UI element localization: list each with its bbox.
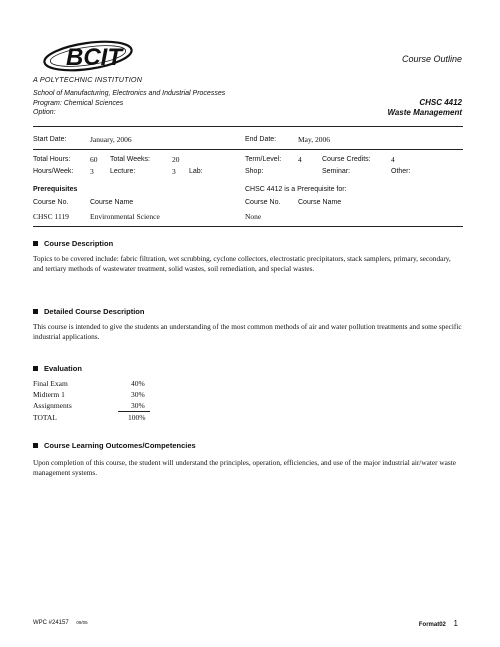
eval-total-label: TOTAL <box>33 413 57 422</box>
evaluation-heading: Evaluation <box>33 364 82 373</box>
school-name: School of Manufacturing, Electronics and Industrial Processes <box>33 90 226 97</box>
logo-swoosh-icon <box>40 36 136 78</box>
credits-label: Course Credits: <box>322 156 371 163</box>
section-bullet-icon <box>33 443 38 448</box>
dates-divider <box>33 149 463 150</box>
eval-total-rule <box>118 411 150 412</box>
school-program-block <box>33 89 225 118</box>
hours-week-value: 3 <box>90 167 94 176</box>
footer-page: Format02 1 <box>418 619 458 628</box>
seminar-label: Seminar: <box>322 168 351 175</box>
prereq-divider <box>33 226 463 227</box>
total-hours-value: 60 <box>90 155 98 164</box>
eval-total-value: 100% <box>128 413 146 422</box>
bcit-logo <box>40 36 136 78</box>
eval-value-midterm: 30% <box>131 390 145 399</box>
total-weeks-label: Total Weeks: <box>110 156 150 163</box>
start-date-value: January, 2006 <box>90 135 132 144</box>
total-hours-label: Total Hours: <box>33 156 71 163</box>
prereq-col-name: Course Name <box>90 199 134 206</box>
course-title: Waste Management <box>387 108 462 117</box>
is-prereq-col-no: Course No. <box>245 199 281 206</box>
hours-week-label: Hours/Week: <box>33 168 74 175</box>
detailed-description-text: This course is intended to give the students an understanding of the most common methods of air and water pollution treatments and some specific industrial applications. <box>33 322 462 341</box>
eval-label-midterm: Midterm 1 <box>33 390 65 399</box>
term-value: 4 <box>298 155 302 164</box>
course-id-block <box>387 98 462 118</box>
credits-value: 4 <box>391 155 395 164</box>
course-description-text: Topics to be covered include: fabric filtration, wet scrubbing, cyclone collectors, electrostatic precipitators, stack samplers, primary, secondary, and tertiary methods of wastewater treatment, solid wastes, soil remediation, and special wastes. <box>33 254 451 273</box>
outcomes-heading: Course Learning Outcomes/Competencies <box>33 441 196 450</box>
is-prereq-value: None <box>245 212 262 221</box>
detailed-description-heading: Detailed Course Description <box>33 307 144 316</box>
start-date-label: Start Date: <box>33 136 67 143</box>
end-date-value: May, 2006 <box>298 135 331 144</box>
course-description-heading: Course Description <box>33 239 113 248</box>
section-bullet-icon <box>33 366 38 371</box>
prereq-heading: Prerequisites <box>33 186 78 193</box>
shop-label: Shop: <box>245 168 264 175</box>
eval-label-final: Final Exam <box>33 379 68 388</box>
eval-value-final: 40% <box>131 379 145 388</box>
is-prereq-col-name: Course Name <box>298 199 342 206</box>
section-bullet-icon <box>33 241 38 246</box>
course-code: CHSC 4412 <box>419 98 462 107</box>
section-bullet-icon <box>33 309 38 314</box>
institution-tagline: A POLYTECHNIC INSTITUTION <box>33 75 143 84</box>
doc-type-label: Course Outline <box>401 54 462 64</box>
other-label: Other: <box>391 168 411 175</box>
svg-text:BCIT: BCIT <box>66 44 122 71</box>
outcomes-text: Upon completion of this course, the student will understand the principles, operation, efficiencies, and use of the major industrial air/water waste management systems. <box>33 458 456 477</box>
prereq-col-no: Course No. <box>33 199 69 206</box>
header-divider <box>33 126 463 127</box>
footer-doc-id: WPC #24157 09/05 <box>33 620 88 626</box>
prereq-course-name: Environmental Science <box>90 212 160 221</box>
eval-value-assignments: 30% <box>131 401 145 410</box>
lab-label: Lab: <box>189 168 203 175</box>
eval-label-assignments: Assignments <box>33 401 72 410</box>
end-date-label: End Date: <box>245 136 277 143</box>
is-prereq-heading: CHSC 4412 is a Prerequisite for: <box>245 186 347 193</box>
lecture-value: 3 <box>172 167 176 176</box>
lecture-label: Lecture: <box>110 168 136 175</box>
program-name: Program: Chemical Sciences <box>33 99 124 107</box>
prereq-course-no: CHSC 1119 <box>33 212 69 221</box>
option-label: Option: <box>33 109 56 116</box>
total-weeks-value: 20 <box>172 155 180 164</box>
term-label: Term/Level: <box>245 156 282 163</box>
